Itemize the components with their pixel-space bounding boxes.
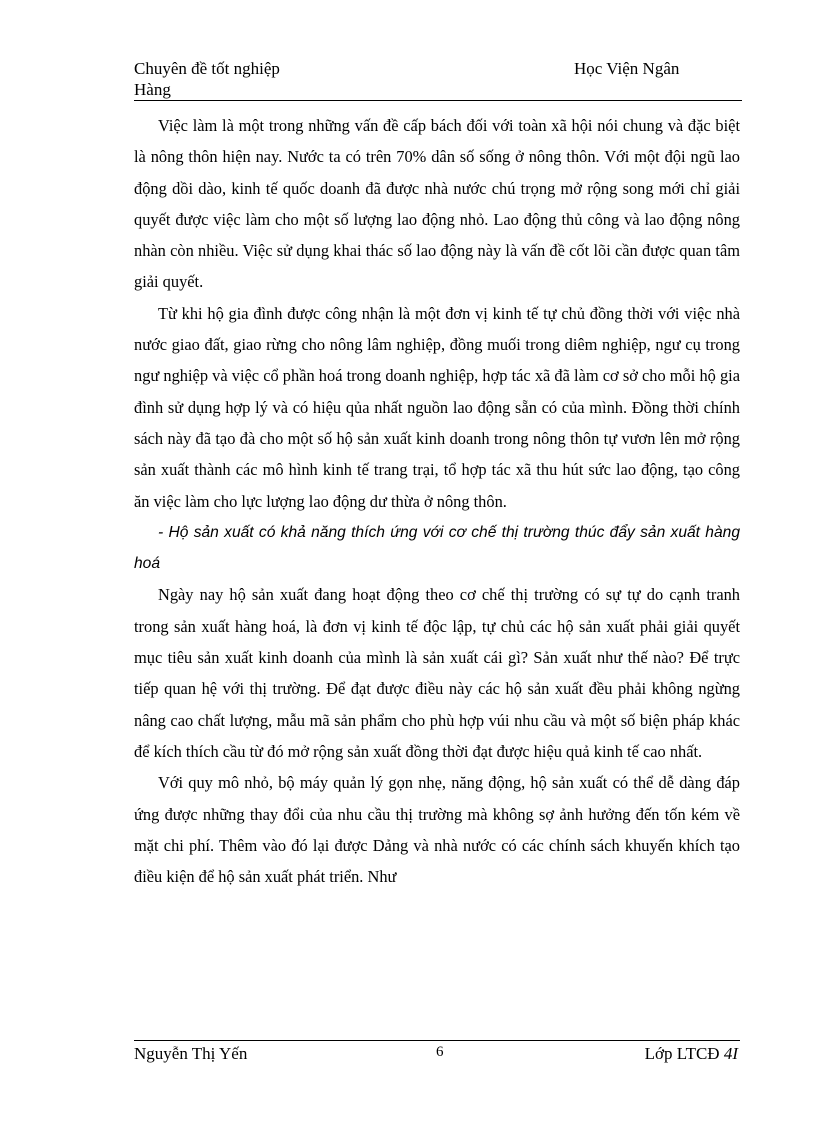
paragraph-employment: Việc làm là một trong những vấn đề cấp bách đối với toàn xã hội nói chung và đặc biệt là nông thôn hiện nay. Nước ta có trên 70% dân số sống ở nông thôn. Với một đội ngũ lao động dồi dào, kinh tế quốc doanh đã được nhà nước chú trọng mở rộng song mới chỉ giải quyết được việc làm cho một số lượng lao động nhỏ. Lao động thủ công và lao động nông nhàn còn nhiều. Việc sử dụng khai thác số lao động này là vấn đề cốt lõi cần được quan tâm giải quyết. (134, 116, 740, 292)
body-text (134, 110, 740, 892)
footer-class (645, 1043, 738, 1065)
footer-author: Nguyễn Thị Yến (134, 1044, 248, 1063)
page-number: 6 (436, 1044, 444, 1060)
paragraph-market-mechanism: Ngày nay hộ sản xuất đang hoạt động theo cơ chế thị trường có sự tự do cạnh tranh trong sản xuất hàng hoá, là đơn vị kinh tế độc lập, tự chủ các hộ sản xuất phải giải quyết mục tiêu sản xuất kinh doanh của mình là sản xuất cái gì? Sản xuất như thế nào? Để trực tiếp quan hệ với thị trường. Để đạt được điều này các hộ sản xuất đều phải không ngừng nâng cao chất lượng, mẫu mã sản phẩm cho phù hợp vúi nhu cầu và một số biện pháp khác để kích thích cầu từ đó mở rộng sản xuất đồng thời đạt được hiệu quả kinh tế cao nhất. (134, 585, 740, 761)
footer-class-prefix: Lớp LTCĐ (644, 1044, 720, 1063)
header-thesis-title: Chuyên đề tốt nghiệp Hàng (134, 59, 280, 99)
section-subheading: - Hộ sản xuất có khả năng thích ứng với cơ chế thị trường thúc đẩy sản xuất hàng hoá (134, 523, 740, 573)
page-footer (134, 1043, 740, 1067)
paragraph-small-scale: Với quy mô nhỏ, bộ máy quản lý gọn nhẹ, năng động, hộ sản xuất có thể dễ dàng đáp ứng được những thay đổi của nhu cầu thị trường mà không sợ ảnh hưởng đến tốn kém về mặt chi phí. Thêm vào đó lại được Dảng và nhà nước có các chính sách khuyến khích tạo điều kiện để hộ sản xuất phát triển. Như (134, 773, 740, 887)
page-header (134, 58, 742, 101)
paragraph-household-recognition: Từ khi hộ gia đình được công nhận là một đơn vị kinh tế tự chủ đồng thời với việc nhà nước giao đất, giao rừng cho nông lâm nghiệp, đồng muối trong diêm nghiệp, ngư cụ trong ngư nghiệp và việc cổ phần hoá trong doanh nghiệp, hợp tác xã đã làm cơ sở cho mỗi hộ gia đình sử dụng hợp lý và có hiệu qủa nhất nguồn lao động sẵn có của mình. Đồng thời chính sách này đã tạo đà cho một số hộ sản xuất kinh doanh trong nông thôn tự vươn lên mở rộng sản xuất thành các mô hình kinh tế trang trại, tổ hợp tác xã thu hút sức lao động, tạo công ăn việc làm cho lực lượng lao động dư thừa ở nông thôn. (134, 303, 740, 511)
header-institution: Học Viện Ngân (574, 59, 680, 78)
footer-class-code: 4I (723, 1044, 738, 1063)
